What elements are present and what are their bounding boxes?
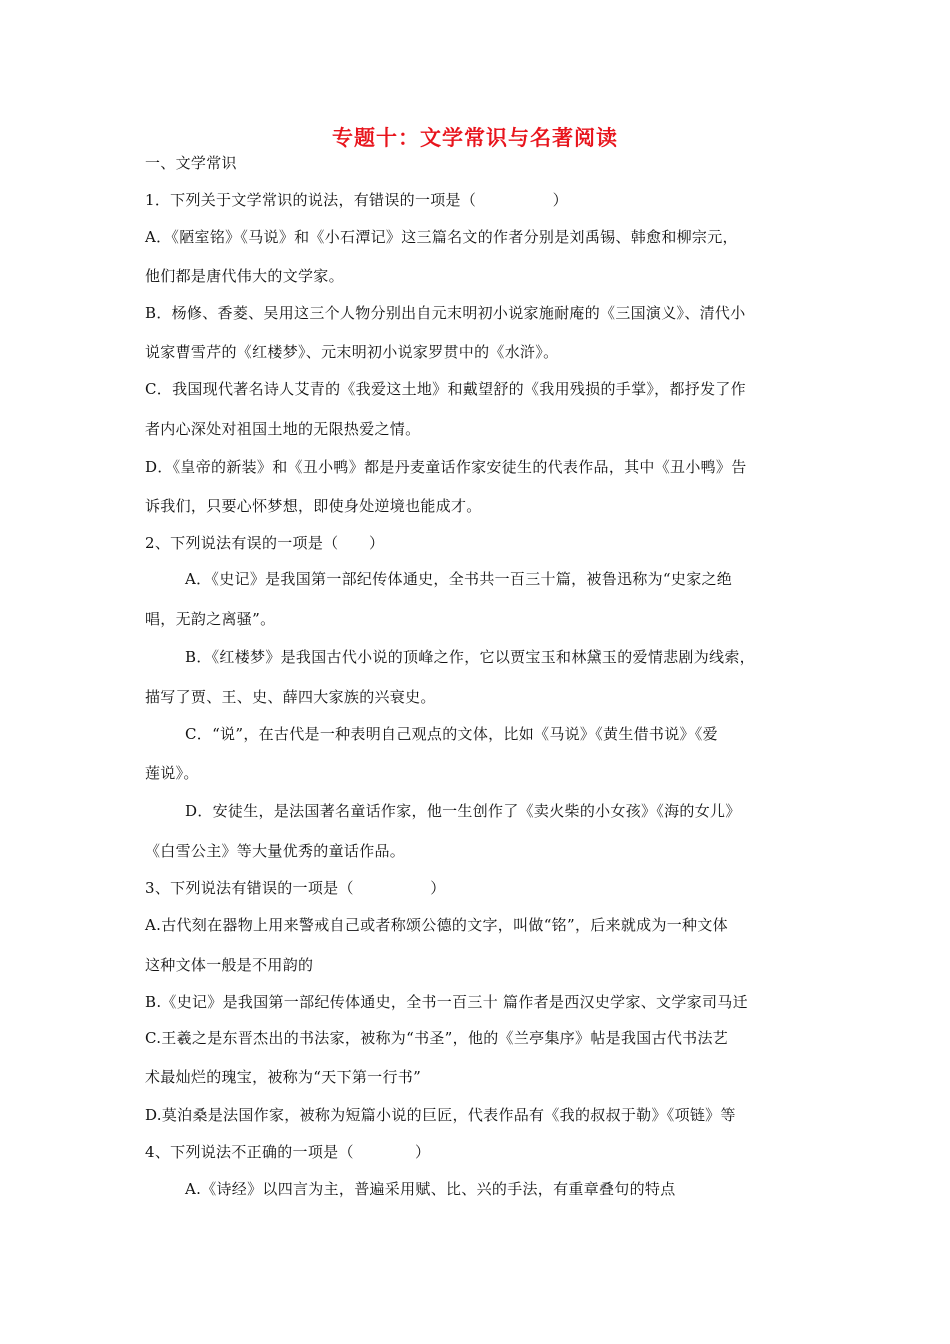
page-title: 专题十：文学常识与名著阅读 [332,126,618,150]
question-2-option-b-cont: 描写了贾、王、史、薛四大家族的兴衰史。 [145,688,436,706]
question-1-option-d: D．《皇帝的新装》和《丑小鸭》都是丹麦童话作家安徒生的代表作品，其中《丑小鸭》告 [145,458,747,476]
question-2-option-b: B．《红楼梦》是我国古代小说的顶峰之作，它以贾宝玉和林黛玉的爱情悲剧为线索， [185,648,755,666]
question-1-option-b-cont: 说家曹雪芹的《红楼梦》、元末明初小说家罗贯中的《水浒》。 [145,343,559,361]
question-1-option-c-cont: 者内心深处对祖国土地的无限热爱之情。 [145,420,421,438]
question-1-option-c: C．我国现代著名诗人艾青的《我爱这土地》和戴望舒的《我用残损的手掌》，都抒发了作 [145,380,746,398]
question-2-option-c-cont: 莲说》。 [145,764,199,782]
question-3-stem: 3、下列说法有错误的一项是（ ） [145,879,446,897]
question-2-option-c: C．“说”，在古代是一种表明自己观点的文体，比如《马说》《黄生借书说》《爱 [185,725,718,743]
question-2-option-a: A．《史记》是我国第一部纪传体通史，全书共一百三十篇，被鲁迅称为“史家之绝 [185,570,733,588]
question-2-option-d: D．安徒生，是法国著名童话作家，他一生创作了《卖火柴的小女孩》《海的女儿》 [185,802,741,820]
question-3-option-a: A.古代刻在器物上用来警戒自己或者称颂公德的文字，叫做“铭”，后来就成为一种文体 [145,916,728,934]
question-1-stem: 1．下列关于文学常识的说法，有错误的一项是（ ） [145,191,568,209]
question-3-option-a-cont: 这种文体一般是不用韵的 [145,956,314,974]
question-3-option-b: B.《史记》是我国第一部纪传体通史，全书一百三十 篇作者是西汉史学家、文学家司马迁 [145,993,748,1011]
question-2-option-d-cont: 《白雪公主》等大量优秀的童话作品。 [145,842,406,860]
question-1-option-d-cont: 诉我们，只要心怀梦想，即使身处逆境也能成才。 [145,497,482,515]
question-3-option-c-cont: 术最灿烂的瑰宝，被称为“天下第一行书” [145,1068,422,1086]
section-heading: 一、文学常识 [145,154,237,172]
question-2-stem: 2、下列说法有误的一项是（ ） [145,534,385,552]
question-1-option-b: B．杨修、香菱、吴用这三个人物分别出自元末明初小说家施耐庵的《三国演义》、清代小 [145,304,746,322]
question-1-option-a: A．《陋室铭》《马说》和《小石潭记》这三篇名文的作者分别是刘禹锡、韩愈和柳宗元， [145,228,738,246]
question-3-option-c: C.王羲之是东晋杰出的书法家，被称为“书圣”，他的《兰亭集序》帖是我国古代书法艺 [145,1029,729,1047]
question-4-stem: 4、下列说法不正确的一项是（ ） [145,1143,431,1161]
question-3-option-d: D.莫泊桑是法国作家，被称为短篇小说的巨匠，代表作品有《我的叔叔于勒》《项链》等 [145,1106,736,1124]
question-2-option-a-cont: 唱，无韵之离骚”。 [145,610,276,628]
question-1-option-a-cont: 他们都是唐代伟大的文学家。 [145,267,344,285]
question-4-option-a: A.《诗经》以四言为主，普遍采用赋、比、兴的手法，有重章叠句的特点 [185,1180,676,1198]
